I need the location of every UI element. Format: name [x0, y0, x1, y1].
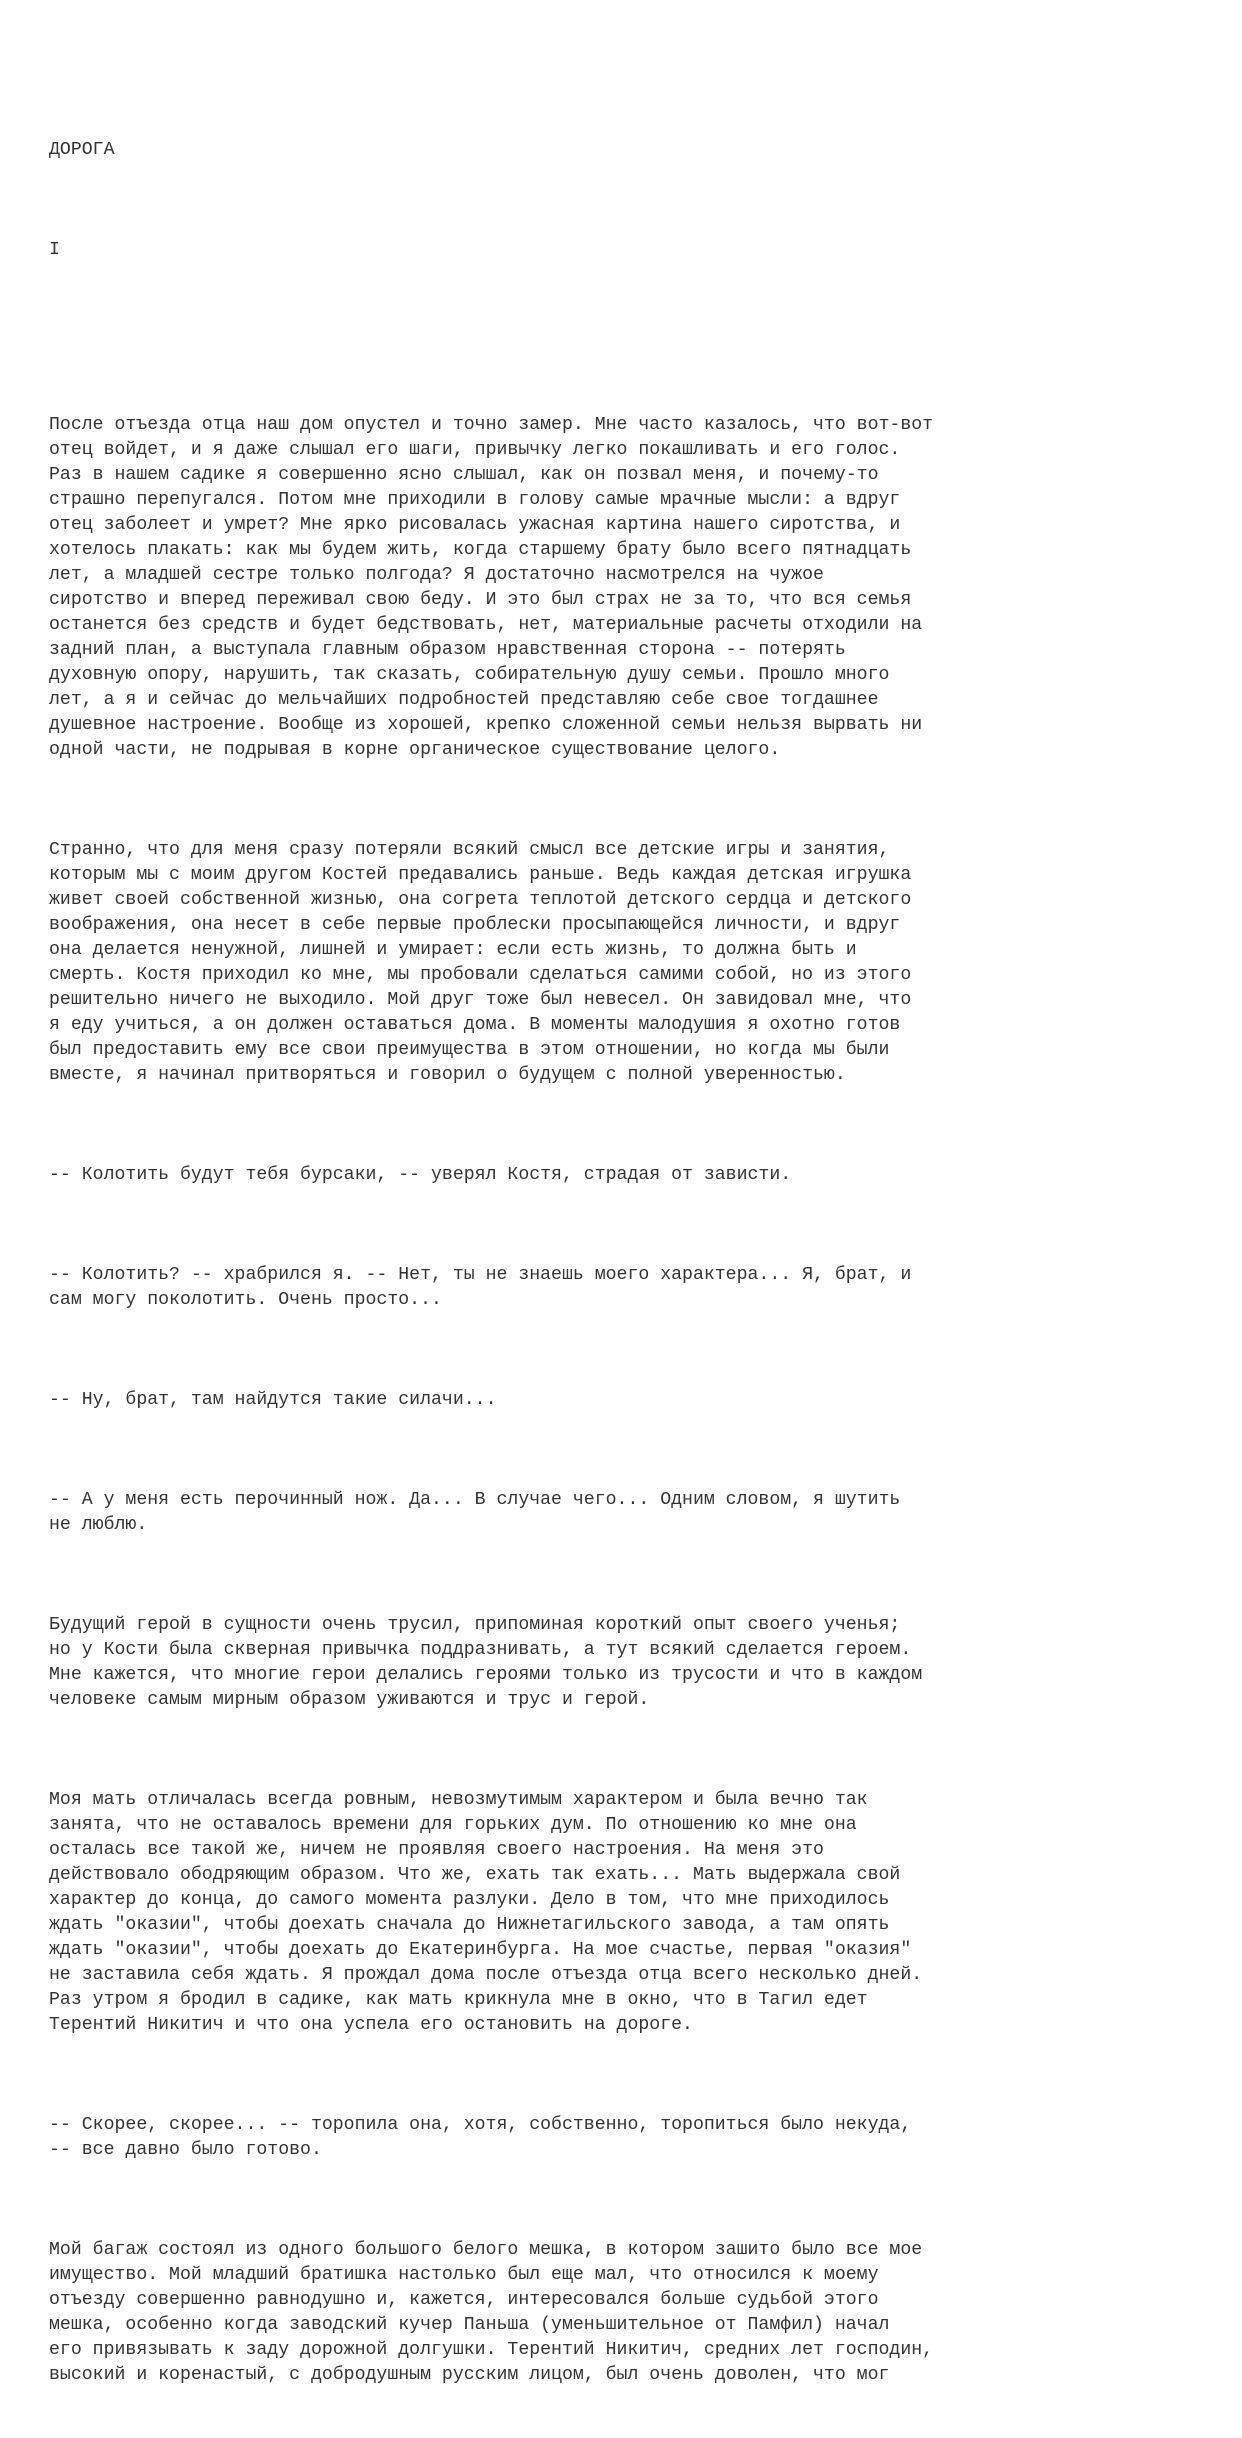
dialogue-line: -- Скорее, скорее... -- торопила она, хотя, собственно, торопиться было некуда, -- все давно было готово. [49, 2115, 912, 2160]
document-title: ДОРОГА [49, 140, 115, 160]
paragraph: Будущий герой в сущности очень трусил, припоминая короткий опыт своего ученья; но у Кости была скверная привычка поддразнивать, а тут всякий сделается героем. Мне кажется, что многие герои делались героями только из трусости и что в каждом человеке самым мирным образом уживаются и трус и герой. [49, 1615, 923, 1710]
dialogue-line: -- А у меня есть перочинный нож. Да... В случае чего... Одним словом, я шутить не люблю. [49, 1490, 901, 1535]
dialogue-line: -- Колотить? -- храбрился я. -- Нет, ты не знаешь моего характера... Я, брат, и сам могу поколотить. Очень просто... [49, 1265, 912, 1310]
paragraph: Мой багаж состоял из одного большого белого мешка, в котором зашито было все мое имущество. Мой младший братишка настолько был еще мал, что относился к моему отъезду совершенно равнодушно и, кажется, интересовался больше судьбой этого мешка, особенно когда заводский кучер Паньша (уменьшительное от Памфил) начал его привязывать к заду дорожной долгушки. Терентий Никитич, средних лет господин, высокий и коренастый, с добродушным русским лицом, был очень доволен, что мог [49, 2240, 934, 2385]
paragraph: Странно, что для меня сразу потеряли всякий смысл все детские игры и занятия, которым мы с моим другом Костей предавались раньше. Ведь каждая детская игрушка живет своей собственной жизнью, она согрета теплотой детского сердца и детского воображения, она несет в себе первые проблески просыпающейся личности, и вдруг она делается ненужной, лишней и умирает: если есть жизнь, то должна быть и смерть. Костя приходил ко мне, мы пробовали сделаться самими собой, но из этого решительно ничего не выходило. Мой друг тоже был невесел. Он завидовал мне, что я еду учиться, а он должен оставаться дома. В моменты малодушия я охотно готов был предоставить ему все свои преимущества в этом отношении, но когда мы были вместе, я начинал притворяться и говорил о будущем с полной уверенностью. [49, 840, 912, 1085]
chapter-number: I [49, 240, 60, 260]
document-page [49, 88, 1219, 2438]
dialogue-line: -- Ну, брат, там найдутся такие силачи... [49, 1390, 497, 1410]
paragraph: После отъезда отца наш дом опустел и точно замер. Мне часто казалось, что вот-вот отец войдет, и я даже слышал его шаги, привычку легко покашливать и его голос. Раз в нашем садике я совершенно ясно слышал, как он позвал меня, и почему-то страшно перепугался. Потом мне приходили в голову самые мрачные мысли: а вдруг отец заболеет и умрет? Мне ярко рисовалась ужасная картина нашего сиротства, и хотелось плакать: как мы будем жить, когда старшему брату было всего пятнадцать лет, а младшей сестре только полгода? Я достаточно насмотрелся на чужое сиротство и вперед переживал свою беду. И это был страх не за то, что вся семья останется без средств и будет бедствовать, нет, материальные расчеты отходили на задний план, а выступала главным образом нравственная сторона -- потерять духовную опору, нарушить, так сказать, собирательную душу семьи. Прошло много лет, а я и сейчас до мельчайших подробностей представляю себе свое тогдашнее душевное настроение. Вообще из хорошей, крепко сложенной семьи нельзя вырвать ни одной части, не подрывая в корне органическое существование целого. [49, 415, 934, 760]
dialogue-line: -- Колотить будут тебя бурсаки, -- уверял Костя, страдая от зависти. [49, 1165, 792, 1185]
paragraph: Моя мать отличалась всегда ровным, невозмутимым характером и была вечно так занята, что не оставалось времени для горьких дум. По отношению ко мне она осталась все такой же, ничем не проявляя своего настроения. На меня это действовало ободряющим образом. Что же, ехать так ехать... Мать выдержала свой характер до конца, до самого момента разлуки. Дело в том, что мне приходилось ждать "оказии", чтобы доехать сначала до Нижнетагильского завода, а там опять ждать "оказии", чтобы доехать до Екатеринбурга. На мое счастье, первая "оказия" не заставила себя ждать. Я прождал дома после отъезда отца всего несколько дней. Раз утром я бродил в садике, как мать крикнула мне в окно, что в Тагил едет Терентий Никитич и что она успела его остановить на дороге. [49, 1790, 923, 2035]
